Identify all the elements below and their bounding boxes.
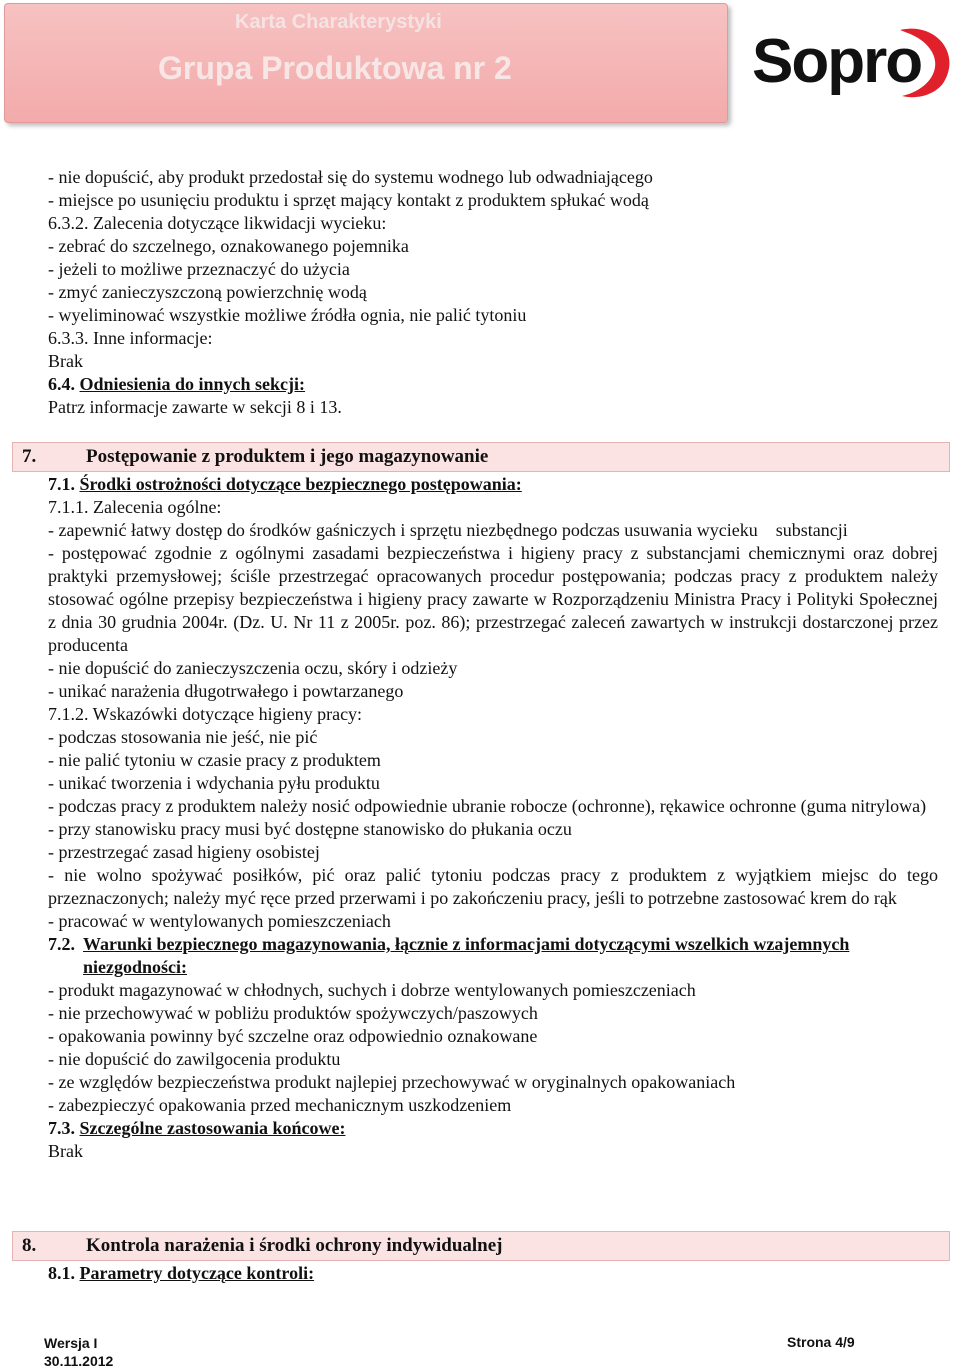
text-line: - nie dopuścić do zanieczyszczenia oczu, skóry i odzieży xyxy=(48,658,458,678)
text-line: - nie palić tytoniu w czasie pracy z produktem xyxy=(48,750,381,770)
subsection-6-4-heading xyxy=(48,373,938,396)
subsection-title: Parametry dotyczące kontroli: xyxy=(79,1263,315,1283)
text-paragraph: - nie wolno spożywać posiłków, pić oraz palić tytoniu podczas pracy z produktem z wyjątkiem miejsc do tego przeznaczonych; należy myć ręce przed przerwami i po zakończeniu pracy, jeśli to potrzebne zastosować krem do rąk xyxy=(48,865,938,908)
document-type: Karta Charakterystyki xyxy=(235,11,442,33)
subsection-number: 8.1. xyxy=(48,1263,75,1283)
subsection-7-1-heading xyxy=(48,473,938,496)
subsection-number: 7.1. xyxy=(48,474,75,494)
document-version: Wersja I xyxy=(44,1335,98,1351)
section-7-content xyxy=(48,473,938,1163)
text-line: - ze względów bezpieczeństwa produkt najlepiej przechowywać w oryginalnych opakowaniach xyxy=(48,1072,736,1092)
page-number: Strona 4/9 xyxy=(787,1334,855,1350)
text-line: - zmyć zanieczyszczoną powierzchnię wodą xyxy=(48,282,367,302)
text-line: 7.1.2. Wskazówki dotyczące higieny pracy: xyxy=(48,704,363,724)
text-line: - miejsce po usunięciu produktu i sprzęt mający kontakt z produktem spłukać wodą xyxy=(48,190,649,210)
text-line: - jeżeli to możliwe przeznaczyć do użycia xyxy=(48,259,350,279)
text-paragraph: - postępować zgodnie z ogólnymi zasadami bezpieczeństwa i higieny pracy z substancjami chemicznymi oraz dobrej praktyki przemysłowej; ściśle przestrzegać opracowanych procedur postępowania; podczas pracy z produktem należy stosować ogólne przepisy bezpieczeństwa i higieny pracy zawarte w Rozporządzeniu Ministra Pracy i Polityki Społecznej z dnia 30 grudnia 2004r. (Dz. U. Nr 11 z 2005r. poz. 86); przestrzegać zaleceń zawartych w instrukcji dostarczonej przez producenta xyxy=(48,543,938,655)
product-group-title: Grupa Produktowa nr 2 xyxy=(158,50,512,86)
text-line: - przestrzegać zasad higieny osobistej xyxy=(48,842,320,862)
text-line: - zabezpieczyć opakowania przed mechanicznym uszkodzeniem xyxy=(48,1095,512,1115)
section-number: 8. xyxy=(22,1235,37,1256)
text-line: - opakowania powinny być szczelne oraz odpowiednio oznakowane xyxy=(48,1026,538,1046)
text-line: - przy stanowisku pracy musi być dostępne stanowisko do płukania oczu xyxy=(48,819,572,839)
text-line: - nie dopuścić, aby produkt przedostał się do systemu wodnego lub odwadniającego xyxy=(48,167,653,187)
text-line: 6.3.3. Inne informacje: xyxy=(48,328,213,348)
text-line: - nie przechowywać w pobliżu produktów spożywczych/paszowych xyxy=(48,1003,538,1023)
text-line: Patrz informacje zawarte w sekcji 8 i 13. xyxy=(48,397,342,417)
footer-version-block xyxy=(44,1334,113,1370)
section-title: Kontrola narażenia i środki ochrony indywidualnej xyxy=(86,1235,503,1256)
subsection-7-2-heading xyxy=(48,933,938,979)
text-line: - wyeliminować wszystkie możliwe źródła ognia, nie palić tytoniu xyxy=(48,305,527,325)
subsection-number: 6.4. xyxy=(48,374,75,394)
text-line: 7.1.1. Zalecenia ogólne: xyxy=(48,497,222,517)
subsection-title: Odniesienia do innych sekcji: xyxy=(79,374,306,394)
sopro-logo xyxy=(750,12,955,107)
section-6-continuation xyxy=(48,166,938,419)
text-line: - pracować w wentylowanych pomieszczeniach xyxy=(48,911,391,931)
logo-wordmark: Sopro xyxy=(752,27,922,96)
subsection-title: Szczególne zastosowania końcowe: xyxy=(79,1118,346,1138)
text-line: - podczas stosowania nie jeść, nie pić xyxy=(48,727,318,747)
subsection-8-1-heading xyxy=(48,1262,938,1285)
document-date: 30.11.2012 xyxy=(44,1353,114,1369)
section-8-header xyxy=(12,1231,950,1261)
section-8-content xyxy=(48,1262,938,1285)
text-line: - nie dopuścić do zawilgocenia produktu xyxy=(48,1049,341,1069)
section-title: Postępowanie z produktem i jego magazynowanie xyxy=(86,446,489,467)
text-line: - unikać narażenia długotrwałego i powtarzanego xyxy=(48,681,404,701)
text-line: Brak xyxy=(48,1141,83,1161)
text-line: - produkt magazynować w chłodnych, suchych i dobrze wentylowanych pomieszczeniach xyxy=(48,980,696,1000)
text-paragraph: - podczas pracy z produktem należy nosić odpowiednie ubranie robocze (ochronne), rękawice ochronne (guma nitrylowa) xyxy=(48,796,927,816)
text-line: Brak xyxy=(48,351,83,371)
subsection-title: Środki ostrożności dotyczące bezpiecznego postępowania: xyxy=(79,474,522,494)
subsection-7-3-heading xyxy=(48,1117,938,1140)
text-line: - zapewnić łatwy dostęp do środków gaśniczych i sprzętu niezbędnego podczas usuwania wycieku substancji xyxy=(48,520,848,540)
subsection-number: 7.2. xyxy=(48,934,75,954)
text-line: 6.3.2. Zalecenia dotyczące likwidacji wycieku: xyxy=(48,213,387,233)
subsection-title: Warunki bezpiecznego magazynowania, łącznie z informacjami dotyczącymi wszelkich wzajemnych niezgodności: xyxy=(83,934,850,977)
section-number: 7. xyxy=(22,446,37,467)
text-line: - zebrać do szczelnego, oznakowanego pojemnika xyxy=(48,236,409,256)
subsection-number: 7.3. xyxy=(48,1118,75,1138)
text-line: - unikać tworzenia i wdychania pyłu produktu xyxy=(48,773,380,793)
section-7-header xyxy=(12,442,950,472)
